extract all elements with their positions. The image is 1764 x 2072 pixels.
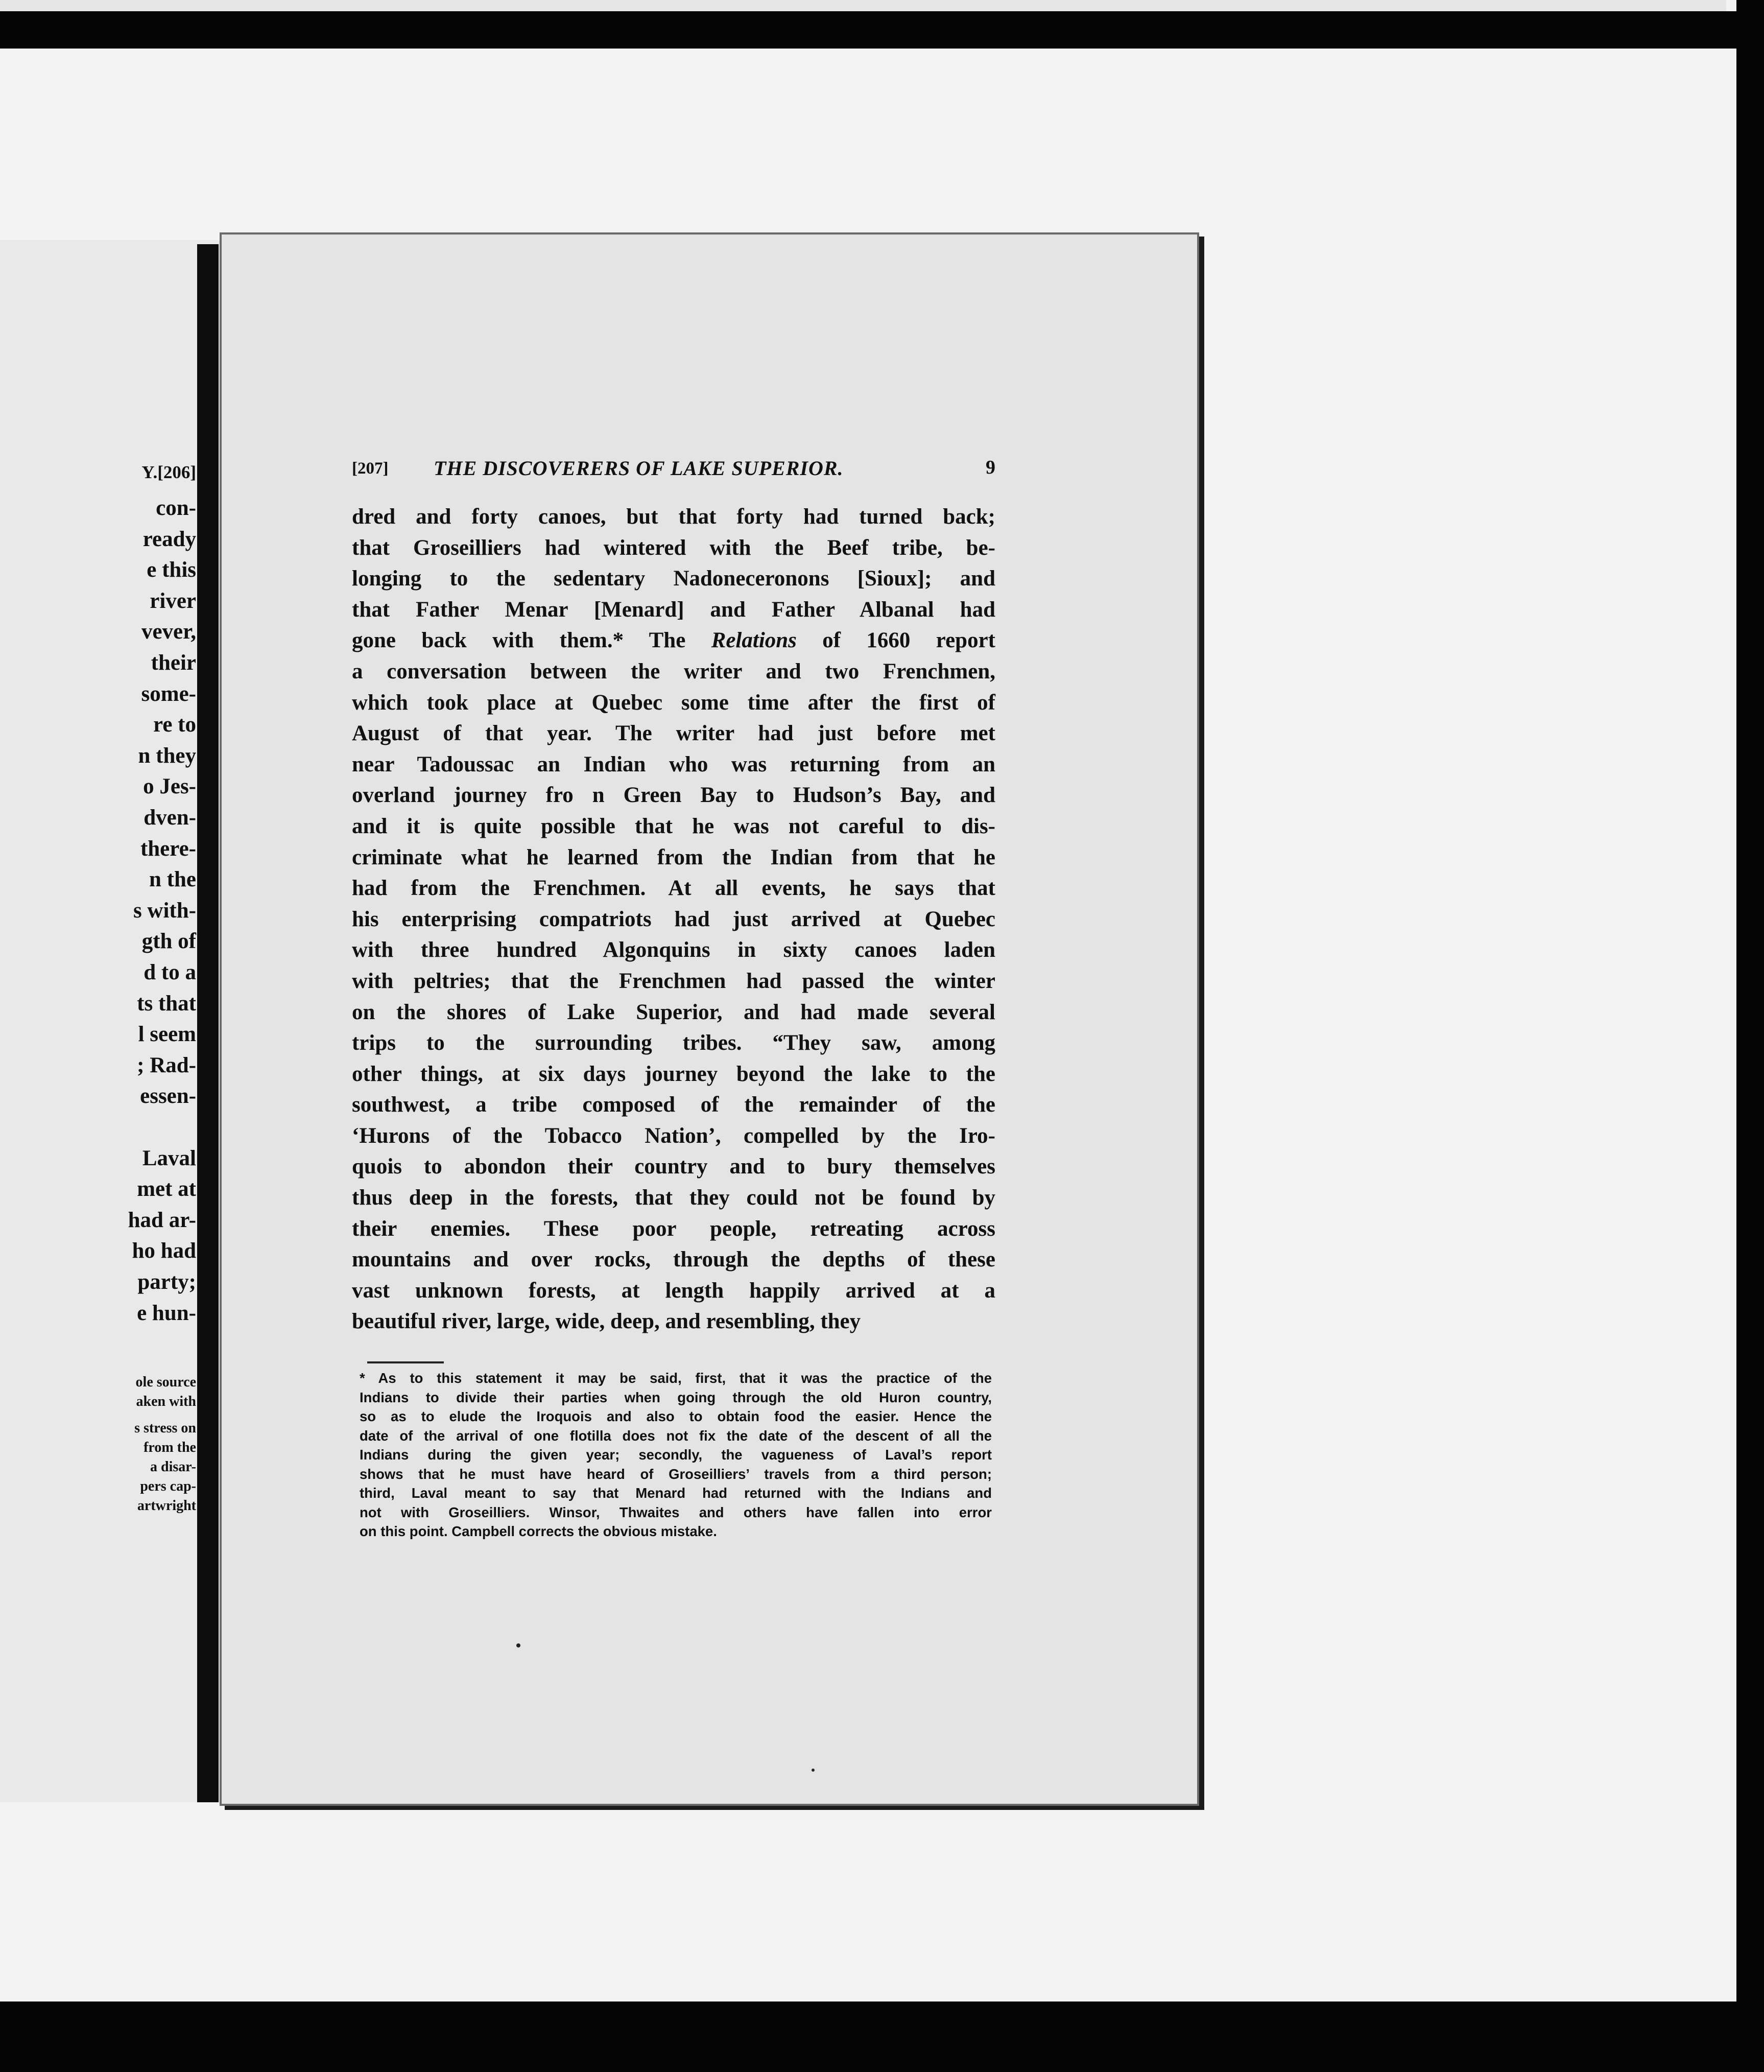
body-line: gone back with them.* The Relations of 1660 report [352, 628, 995, 653]
left-text-fragment: their [151, 651, 196, 675]
footnote-line: * As to this statement it may be said, first, that it was the practice of the [360, 1370, 992, 1386]
body-line: beautiful river, large, wide, deep, and resembling, they [352, 1309, 861, 1334]
body-text [352, 502, 995, 1337]
footnote-line: shows that he must have heard of Groseilliers’ travels from a third person; [360, 1466, 992, 1482]
footnote-line: third, Laval meant to say that Menard had returned with the Indians and [360, 1485, 992, 1501]
page-title: THE DISCOVERERS OF LAKE SUPERIOR. [434, 457, 844, 480]
body-line: criminate what he learned from the Indian from that he [352, 845, 995, 869]
footnote-line: Indians during the given year; secondly, the vagueness of Laval’s report [360, 1447, 992, 1463]
left-text-fragment: l seem [138, 1022, 196, 1047]
ink-speck [516, 1643, 520, 1647]
footnote-line: so as to elude the Iroquois and also to obtain food the easier. Hence the [360, 1408, 992, 1424]
left-text-fragment: river [150, 588, 196, 613]
footnote-line: date of the arrival of one flotilla does not fix the date of the descent of all the [360, 1427, 992, 1444]
left-text-fragment: con- [156, 496, 196, 520]
left-text-fragment: dven- [144, 806, 196, 830]
footnote-line: Indians to divide their parties when going through the old Huron country, [360, 1389, 992, 1405]
footnote [360, 1369, 992, 1541]
scan-border-bottom [0, 2002, 1764, 2072]
body-line: dred and forty canoes, but that forty had turned back; [352, 505, 995, 529]
body-line: and it is quite possible that he was not careful to dis- [352, 814, 995, 838]
left-text-fragment: e hun- [137, 1301, 196, 1325]
body-line: other things, at six days journey beyond the lake to the [352, 1062, 995, 1086]
left-text-fragment: ho had [132, 1239, 196, 1263]
scan-margin-top [0, 0, 1726, 11]
book-gutter [197, 244, 219, 1802]
left-text-fragment: essen- [140, 1084, 196, 1109]
left-text-fragment: n the [149, 867, 196, 892]
left-note-fragment: artwright [137, 1498, 196, 1514]
body-line: their enemies. These poor people, retreating across [352, 1216, 995, 1241]
footnote-line: on this point. Campbell corrects the obvious mistake. [360, 1523, 717, 1539]
ink-speck [812, 1769, 815, 1772]
scan-border-top [0, 11, 1764, 49]
body-line: his enterprising compatriots had just arrived at Quebec [352, 907, 995, 931]
scan-border-right [1736, 0, 1764, 2072]
body-line: August of that year. The writer had just before met [352, 721, 995, 746]
left-text-fragment: ; Rad- [137, 1053, 196, 1077]
left-text-fragment: gth of [141, 929, 196, 954]
body-line: that Groseilliers had wintered with the Beef tribe, be- [352, 535, 995, 560]
running-head [352, 455, 995, 486]
left-note-fragment: ole source [135, 1374, 196, 1390]
left-text-fragment: had ar- [128, 1208, 196, 1232]
body-line: had from the Frenchmen. At all events, he says that [352, 876, 995, 901]
body-line: trips to the surrounding tribes. “They saw, among [352, 1031, 995, 1055]
left-note-fragment: from the [144, 1440, 196, 1455]
left-text-fragment: re to [153, 713, 196, 737]
page-number: 9 [986, 457, 995, 478]
left-text-fragment: s with- [133, 898, 196, 923]
left-text-fragment: ts that [137, 991, 196, 1016]
left-running-head: Y.[206] [141, 462, 196, 482]
left-text-fragment: e this [147, 558, 196, 582]
left-page [0, 240, 222, 1802]
body-line: a conversation between the writer and two Frenchmen, [352, 659, 995, 684]
body-line: that Father Menar [Menard] and Father Albanal had [352, 597, 995, 622]
body-line: ‘Hurons of the Tobacco Nation’, compelled by the Iro- [352, 1123, 995, 1148]
left-text-fragment: party; [137, 1270, 196, 1294]
left-text-fragment: o Jes- [143, 774, 196, 799]
body-line: southwest, a tribe composed of the remainder of the [352, 1093, 995, 1117]
left-text-fragment: ready [142, 527, 196, 551]
page-reference: [207] [352, 459, 389, 478]
body-line: which took place at Quebec some time after the first of [352, 690, 995, 715]
footnote-rule [367, 1361, 444, 1363]
left-text-fragment: some- [141, 681, 196, 706]
body-line: mountains and over rocks, through the depths of these [352, 1247, 995, 1272]
left-note-fragment: a disar- [150, 1459, 196, 1475]
left-note-fragment: pers cap- [140, 1478, 196, 1494]
right-page [220, 232, 1199, 1806]
left-text-fragment: met at [137, 1177, 196, 1202]
body-line: thus deep in the forests, that they could not be found by [352, 1186, 995, 1210]
left-text-fragment: Laval [142, 1146, 196, 1170]
left-text-fragment: there- [140, 836, 196, 861]
body-line: vast unknown forests, at length happily arrived at a [352, 1278, 995, 1303]
left-note-fragment: aken with [136, 1394, 196, 1409]
body-line: overland journey fro n Green Bay to Hudson’s Bay, and [352, 783, 995, 808]
left-text-fragment: vever, [141, 620, 196, 644]
body-line: quois to abondon their country and to bury themselves [352, 1155, 995, 1179]
left-text-fragment: n they [138, 743, 196, 768]
body-line: with peltries; that the Frenchmen had passed the winter [352, 969, 995, 993]
body-line: near Tadoussac an Indian who was returning from an [352, 752, 995, 776]
body-line: on the shores of Lake Superior, and had made several [352, 1000, 995, 1024]
body-line: longing to the sedentary Nadoneceronons [Sioux]; and [352, 567, 995, 591]
left-text-fragment: d to a [144, 960, 196, 984]
footnote-line: not with Groseilliers. Winsor, Thwaites and others have fallen into error [360, 1504, 992, 1520]
left-note-fragment: s stress on [134, 1420, 196, 1436]
body-line: with three hundred Algonquins in sixty canoes laden [352, 938, 995, 962]
